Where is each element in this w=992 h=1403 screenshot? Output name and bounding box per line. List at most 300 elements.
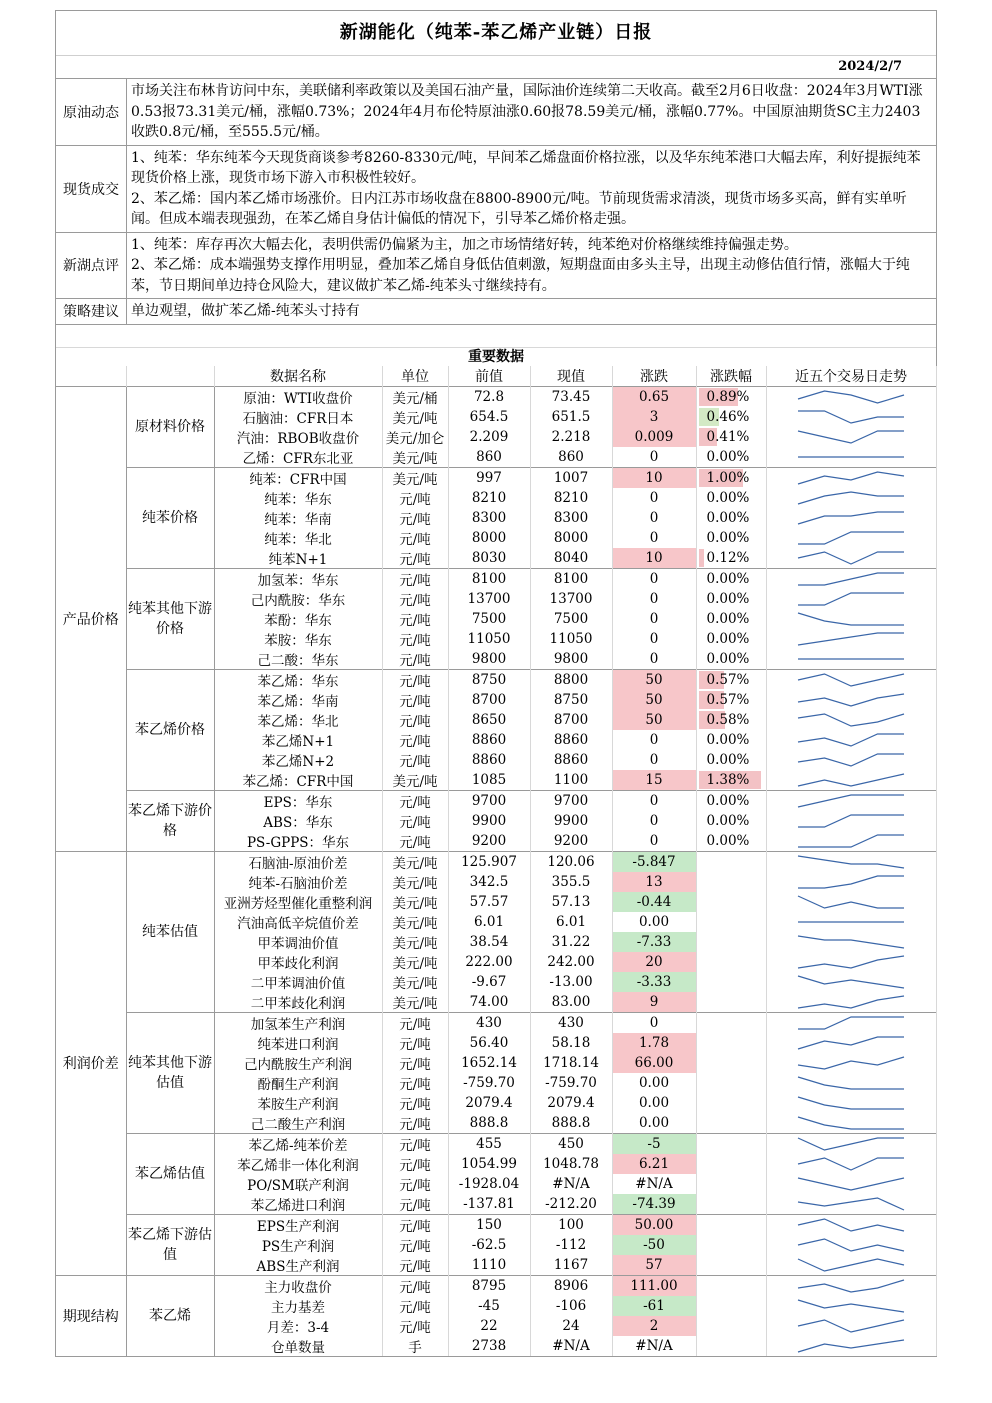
trend-sparkline-cell	[766, 1154, 936, 1174]
previous-value: 2.209	[448, 427, 530, 447]
percent-text: 0.00%	[706, 610, 750, 627]
section-paragraph: 市场关注布林肯访问中东，美联储利率政策以及美国石油产量，国际油价连续第二天收高。截至2月6日收盘：2024年3月WTI涨0.53报73.31美元/桶，涨幅0.73%；2024年4月布伦特原油涨0.60报78.59美元/桶，涨幅0.77%。中国原油期货SC主力2403收跌0.8元/桶，至555.5元/桶。	[131, 83, 923, 140]
current-value: 8300	[530, 508, 612, 528]
unit-cell: 元/吨	[382, 1154, 448, 1174]
change-percent	[696, 932, 766, 952]
change-percent	[696, 831, 766, 852]
sparkline	[796, 934, 906, 950]
percent-text: 0.00%	[706, 448, 750, 465]
current-value: 888.8	[530, 1113, 612, 1134]
change-percent	[696, 669, 766, 690]
sparkline	[796, 793, 906, 809]
change-percent	[696, 427, 766, 447]
unit-cell: 元/吨	[382, 1012, 448, 1033]
change-value: 9	[612, 992, 696, 1013]
sparkline	[796, 1257, 906, 1273]
trend-sparkline-cell	[766, 770, 936, 791]
percent-text: 0.00%	[706, 630, 750, 647]
section-paragraph: 2、苯乙烯：成本端强势支撑作用明显，叠加苯乙烯自身低估值刺激，短期盘面由多头主导，出现主动修估值行情，涨幅大于纯苯，节日期间单边持仓风险大，建议做扩苯乙烯-纯苯头寸继续持有。	[131, 257, 910, 294]
change-percent	[696, 508, 766, 528]
indicator-name: 苯乙烯：华北	[214, 710, 382, 730]
percent-text: 0.00%	[706, 570, 750, 587]
category-label: 利润价差	[56, 851, 126, 1275]
unit-cell: 美元/吨	[382, 467, 448, 488]
header-curr: 现值	[530, 366, 612, 387]
unit-cell: 美元/吨	[382, 447, 448, 468]
unit-cell: 元/吨	[382, 750, 448, 770]
current-value: -759.70	[530, 1073, 612, 1093]
change-value: -5.847	[612, 851, 696, 872]
percent-bar	[699, 549, 704, 567]
unit-cell: 美元/吨	[382, 952, 448, 972]
sparkline	[796, 550, 906, 566]
header-prev: 前值	[448, 366, 530, 387]
sparkline	[796, 449, 906, 465]
trend-sparkline-cell	[766, 750, 936, 770]
change-percent	[696, 1174, 766, 1194]
change-value: 1.78	[612, 1033, 696, 1053]
percent-text: 0.00%	[706, 590, 750, 607]
indicator-name: 苯胺生产利润	[214, 1093, 382, 1113]
indicator-name: 苯乙烯-纯苯价差	[214, 1133, 382, 1154]
trend-sparkline-cell	[766, 811, 936, 831]
percent-text: 0.12%	[706, 549, 750, 566]
change-percent	[696, 1093, 766, 1113]
indicator-name: ABS生产利润	[214, 1255, 382, 1276]
change-value: 0	[612, 649, 696, 670]
header-blank	[56, 366, 126, 387]
trend-sparkline-cell	[766, 629, 936, 649]
current-value: 100	[530, 1214, 612, 1235]
indicator-name: 苯胺：华东	[214, 629, 382, 649]
indicator-name: 亚洲芳烃型催化重整利润	[214, 892, 382, 912]
change-value: 6.21	[612, 1154, 696, 1174]
section-row	[56, 299, 936, 325]
sparkline	[796, 1217, 906, 1233]
sparkline	[796, 994, 906, 1010]
percent-text: 0.00%	[706, 529, 750, 546]
previous-value: 9200	[448, 831, 530, 852]
current-value: 860	[530, 447, 612, 468]
previous-value: 8000	[448, 528, 530, 548]
current-value: 9700	[530, 790, 612, 811]
percent-text: 0.00%	[706, 489, 750, 506]
section-paragraph: 单边观望，做扩苯乙烯-纯苯头寸持有	[131, 303, 360, 319]
indicator-name: 甲苯歧化利润	[214, 952, 382, 972]
change-percent	[696, 892, 766, 912]
change-percent	[696, 1154, 766, 1174]
indicator-name: ABS：华东	[214, 811, 382, 831]
unit-cell: 元/吨	[382, 1275, 448, 1296]
previous-value: 9900	[448, 811, 530, 831]
indicator-name: EPS生产利润	[214, 1214, 382, 1235]
indicator-name: 主力收盘价	[214, 1275, 382, 1296]
unit-cell: 元/吨	[382, 669, 448, 690]
previous-value: 8100	[448, 568, 530, 589]
sparkline	[796, 571, 906, 587]
unit-cell: 美元/吨	[382, 972, 448, 992]
sparkline	[796, 1055, 906, 1071]
unit-cell: 元/吨	[382, 811, 448, 831]
section-paragraph: 2、苯乙烯：国内苯乙烯市场涨价。日内江苏市场收盘在8800-8900元/吨。节前现货需求清淡，现货市场多买高，鲜有实单听闻。但成本端表现强劲，在苯乙烯自身估计偏低的情况下，引导苯乙烯价格走强。	[131, 190, 907, 227]
sparkline	[796, 833, 906, 849]
table-row	[56, 1214, 936, 1235]
trend-sparkline-cell	[766, 790, 936, 811]
category-label: 期现结构	[56, 1275, 126, 1356]
percent-text: 0.58%	[706, 711, 750, 728]
current-value: 2079.4	[530, 1093, 612, 1113]
change-value: -0.44	[612, 892, 696, 912]
sparkline	[796, 914, 906, 930]
change-value: 50	[612, 669, 696, 690]
sparkline	[796, 813, 906, 829]
unit-cell: 美元/吨	[382, 407, 448, 427]
indicator-name: 仓单数量	[214, 1336, 382, 1356]
sparkline	[796, 1237, 906, 1253]
change-percent	[696, 1133, 766, 1154]
sparkline	[796, 672, 906, 688]
change-value: -74.39	[612, 1194, 696, 1215]
unit-cell: 元/吨	[382, 1194, 448, 1215]
unit-cell: 元/吨	[382, 528, 448, 548]
change-percent	[696, 386, 766, 407]
indicator-name: 汽油：RBOB收盘价	[214, 427, 382, 447]
indicator-name: 石脑油-原油价差	[214, 851, 382, 872]
previous-value: -1928.04	[448, 1174, 530, 1194]
change-value: 0	[612, 488, 696, 508]
unit-cell: 元/吨	[382, 609, 448, 629]
sparkline	[796, 1015, 906, 1031]
sparkline	[796, 692, 906, 708]
change-value: 0.00	[612, 1093, 696, 1113]
trend-sparkline-cell	[766, 467, 936, 488]
indicator-name: PS生产利润	[214, 1235, 382, 1255]
sparkline	[796, 974, 906, 990]
trend-sparkline-cell	[766, 892, 936, 912]
sparkline	[796, 1278, 906, 1294]
subcategory-label: 原材料价格	[126, 386, 214, 467]
previous-value: 8650	[448, 710, 530, 730]
unit-cell: 元/吨	[382, 710, 448, 730]
indicator-name: 纯苯：华东	[214, 488, 382, 508]
previous-value: 430	[448, 1012, 530, 1033]
indicator-name: 纯苯-石脑油价差	[214, 872, 382, 892]
current-value: 1100	[530, 770, 612, 791]
indicator-name: PS-GPPS：华东	[214, 831, 382, 852]
change-value: #N/A	[612, 1174, 696, 1194]
report-sheet	[55, 10, 937, 1357]
sparkline	[796, 1075, 906, 1091]
unit-cell: 元/吨	[382, 488, 448, 508]
change-value: 15	[612, 770, 696, 791]
section-paragraph: 1、纯苯：库存再次大幅去化，表明供需仍偏紧为主，加之市场情绪好转，纯苯绝对价格继续维持偏强走势。	[131, 236, 798, 253]
unit-cell: 美元/桶	[382, 386, 448, 407]
unit-cell: 美元/吨	[382, 892, 448, 912]
indicator-name: 乙烯：CFR东北亚	[214, 447, 382, 468]
percent-text: 0.00%	[706, 832, 750, 849]
category-label: 产品价格	[56, 386, 126, 851]
subcategory-label: 纯苯其他下游价格	[126, 568, 214, 669]
previous-value: 2738	[448, 1336, 530, 1356]
change-percent	[696, 1235, 766, 1255]
change-percent	[696, 589, 766, 609]
change-percent	[696, 609, 766, 629]
change-percent	[696, 730, 766, 750]
unit-cell: 元/吨	[382, 690, 448, 710]
trend-sparkline-cell	[766, 568, 936, 589]
trend-sparkline-cell	[766, 932, 936, 952]
current-value: 13700	[530, 589, 612, 609]
sparkline	[796, 611, 906, 627]
current-value: -13.00	[530, 972, 612, 992]
change-percent	[696, 1073, 766, 1093]
percent-text: 0.00%	[706, 812, 750, 829]
previous-value: 125.907	[448, 851, 530, 872]
sparkline	[796, 1176, 906, 1192]
trend-sparkline-cell	[766, 548, 936, 569]
change-percent	[696, 528, 766, 548]
unit-cell: 元/吨	[382, 1133, 448, 1154]
change-value: -61	[612, 1296, 696, 1316]
change-value: 0.65	[612, 386, 696, 407]
sparkline	[796, 894, 906, 910]
section-label: 策略建议	[56, 299, 127, 324]
change-percent	[696, 548, 766, 569]
report-date: 2024/2/7	[56, 56, 936, 79]
trend-sparkline-cell	[766, 1336, 936, 1356]
change-percent	[696, 811, 766, 831]
change-value: 0	[612, 1012, 696, 1033]
unit-cell: 美元/吨	[382, 872, 448, 892]
unit-cell: 元/吨	[382, 730, 448, 750]
current-value: 1048.78	[530, 1154, 612, 1174]
trend-sparkline-cell	[766, 488, 936, 508]
subcategory-label: 纯苯价格	[126, 467, 214, 568]
change-value: 57	[612, 1255, 696, 1276]
change-value: 0	[612, 528, 696, 548]
unit-cell: 元/吨	[382, 568, 448, 589]
indicator-name: 己内酰胺：华东	[214, 589, 382, 609]
previous-value: 1054.99	[448, 1154, 530, 1174]
change-percent	[696, 972, 766, 992]
current-value: 9900	[530, 811, 612, 831]
change-value: 0	[612, 790, 696, 811]
previous-value: 888.8	[448, 1113, 530, 1134]
indicator-name: 苯乙烯：CFR中国	[214, 770, 382, 791]
unit-cell: 元/吨	[382, 1113, 448, 1134]
percent-text: 0.57%	[706, 691, 750, 708]
change-percent	[696, 1012, 766, 1033]
subcategory-label: 苯乙烯	[126, 1275, 214, 1356]
sparkline	[796, 389, 906, 405]
change-percent	[696, 770, 766, 791]
change-value: 0	[612, 508, 696, 528]
previous-value: 997	[448, 467, 530, 488]
change-percent	[696, 649, 766, 670]
sparkline	[796, 854, 906, 870]
important-data-title: 重要数据	[468, 348, 524, 365]
unit-cell: 美元/吨	[382, 992, 448, 1013]
change-value: 50.00	[612, 1214, 696, 1235]
previous-value: 8700	[448, 690, 530, 710]
previous-value: -62.5	[448, 1235, 530, 1255]
trend-sparkline-cell	[766, 1073, 936, 1093]
indicator-name: 纯苯：华北	[214, 528, 382, 548]
change-value: 0	[612, 609, 696, 629]
unit-cell: 元/吨	[382, 831, 448, 852]
current-value: -106	[530, 1296, 612, 1316]
unit-cell: 元/吨	[382, 1174, 448, 1194]
change-percent	[696, 629, 766, 649]
previous-value: 38.54	[448, 932, 530, 952]
previous-value: 74.00	[448, 992, 530, 1013]
percent-text: 0.00%	[706, 650, 750, 667]
indicator-name: 原油：WTI收盘价	[214, 386, 382, 407]
indicator-name: 纯苯：CFR中国	[214, 467, 382, 488]
section-body	[127, 146, 936, 232]
sparkline	[796, 1318, 906, 1334]
unit-cell: 元/吨	[382, 790, 448, 811]
sparkline	[796, 712, 906, 728]
unit-cell: 元/吨	[382, 1053, 448, 1073]
sparkline	[796, 752, 906, 768]
trend-sparkline-cell	[766, 1133, 936, 1154]
change-value: 0.009	[612, 427, 696, 447]
percent-text: 0.46%	[706, 408, 750, 425]
indicator-name: 苯乙烯进口利润	[214, 1194, 382, 1215]
change-value: -7.33	[612, 932, 696, 952]
trend-sparkline-cell	[766, 1093, 936, 1113]
unit-cell: 元/吨	[382, 589, 448, 609]
section-body	[127, 79, 936, 145]
trend-sparkline-cell	[766, 690, 936, 710]
change-percent	[696, 912, 766, 932]
previous-value: 7500	[448, 609, 530, 629]
sparkline	[796, 631, 906, 647]
current-value: #N/A	[530, 1174, 612, 1194]
change-value: 13	[612, 872, 696, 892]
indicator-name: 己二酸：华东	[214, 649, 382, 670]
unit-cell: 元/吨	[382, 629, 448, 649]
table-row	[56, 1275, 936, 1296]
sparkline	[796, 772, 906, 788]
trend-sparkline-cell	[766, 1113, 936, 1134]
section-row	[56, 79, 936, 146]
trend-sparkline-cell	[766, 1194, 936, 1215]
previous-value: 8210	[448, 488, 530, 508]
change-percent	[696, 790, 766, 811]
previous-value: -137.81	[448, 1194, 530, 1215]
sparkline	[796, 1156, 906, 1172]
trend-sparkline-cell	[766, 1053, 936, 1073]
change-value: 0	[612, 447, 696, 468]
change-value: -50	[612, 1235, 696, 1255]
trend-sparkline-cell	[766, 710, 936, 730]
change-value: -3.33	[612, 972, 696, 992]
change-percent	[696, 1194, 766, 1215]
percent-text: 0.00%	[706, 509, 750, 526]
sparkline	[796, 429, 906, 445]
change-value: 0	[612, 811, 696, 831]
change-value: 111.00	[612, 1275, 696, 1296]
subcategory-label: 纯苯其他下游估值	[126, 1012, 214, 1133]
current-value: 8210	[530, 488, 612, 508]
current-value: 8040	[530, 548, 612, 569]
indicator-name: 苯乙烯：华南	[214, 690, 382, 710]
previous-value: 8860	[448, 750, 530, 770]
change-percent	[696, 1053, 766, 1073]
current-value: 355.5	[530, 872, 612, 892]
trend-sparkline-cell	[766, 851, 936, 872]
previous-value: 8030	[448, 548, 530, 569]
table-row	[56, 467, 936, 488]
current-value: 8860	[530, 730, 612, 750]
sparkline	[796, 1338, 906, 1354]
sparkline	[796, 874, 906, 890]
change-percent	[696, 1214, 766, 1235]
change-value: 10	[612, 467, 696, 488]
commentary-sections	[56, 79, 936, 325]
unit-cell: 元/吨	[382, 1033, 448, 1053]
trend-sparkline-cell	[766, 669, 936, 690]
indicator-name: 苯酚：华东	[214, 609, 382, 629]
trend-sparkline-cell	[766, 427, 936, 447]
indicator-name: 纯苯：华南	[214, 508, 382, 528]
change-value: 0.00	[612, 1113, 696, 1134]
previous-value: 2079.4	[448, 1093, 530, 1113]
change-value: 0	[612, 730, 696, 750]
change-value: 10	[612, 548, 696, 569]
unit-cell: 手	[382, 1336, 448, 1356]
previous-value: 13700	[448, 589, 530, 609]
header-blank	[126, 366, 214, 387]
section-row	[56, 146, 936, 233]
change-percent	[696, 568, 766, 589]
header-chg: 涨跌	[612, 366, 696, 387]
change-value: 0	[612, 589, 696, 609]
unit-cell: 元/吨	[382, 649, 448, 670]
section-label: 新湖点评	[56, 233, 127, 299]
unit-cell: 元/吨	[382, 1073, 448, 1093]
section-body	[127, 299, 936, 324]
report-title: 新湖能化（纯苯-苯乙烯产业链）日报	[56, 11, 936, 56]
sparkline	[796, 1035, 906, 1051]
previous-value: 342.5	[448, 872, 530, 892]
indicator-name: EPS：华东	[214, 790, 382, 811]
trend-sparkline-cell	[766, 1255, 936, 1276]
indicator-name: 加氢苯生产利润	[214, 1012, 382, 1033]
current-value: 8800	[530, 669, 612, 690]
spacer-row	[56, 325, 936, 348]
indicator-name: 石脑油：CFR日本	[214, 407, 382, 427]
sparkline	[796, 1196, 906, 1212]
change-percent	[696, 407, 766, 427]
previous-value: 150	[448, 1214, 530, 1235]
unit-cell: 元/吨	[382, 1296, 448, 1316]
change-percent	[696, 952, 766, 972]
sparkline	[796, 530, 906, 546]
trend-sparkline-cell	[766, 508, 936, 528]
current-value: 9200	[530, 831, 612, 852]
previous-value: 8795	[448, 1275, 530, 1296]
previous-value: -9.67	[448, 972, 530, 992]
percent-text: 0.57%	[706, 671, 750, 688]
change-percent	[696, 1113, 766, 1134]
important-data-table	[56, 366, 937, 1356]
unit-cell: 元/吨	[382, 1255, 448, 1276]
unit-cell: 元/吨	[382, 1235, 448, 1255]
previous-value: 11050	[448, 629, 530, 649]
